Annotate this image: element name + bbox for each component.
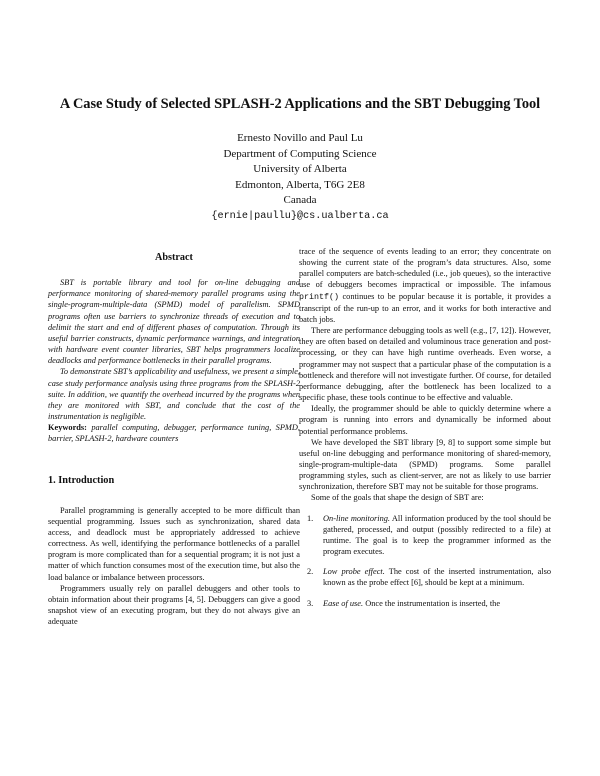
list-item: 3. Ease of use. Once the instrumentation is inserted, the bbox=[307, 598, 501, 608]
body-paragraph: We have developed the SBT library [9, 8] to support some simple but useful on-line debugging and performance monitoring of shared-memory, single-program-multiple-data (SPMD) programs. Some parallel programming styles, such as client-server, are not as likely to use barrier synchronization, therefore SBT may not be suitable for those programs. bbox=[299, 437, 551, 492]
keywords-list: parallel computing, debugger, performance tuning, SPMD, barrier, SPLASH-2, hardware counters bbox=[48, 423, 300, 444]
body-paragraph: Ideally, the programmer should be able to quickly determine where a program is running into errors and dynamically be informed about potential performance problems. bbox=[299, 404, 551, 436]
email: {ernie|paullu}@cs.ualberta.ca bbox=[211, 210, 389, 222]
paper-title: A Case Study of Selected SPLASH-2 Applications and the SBT Debugging Tool bbox=[59, 96, 541, 112]
goals-list bbox=[299, 513, 551, 609]
author-block bbox=[0, 131, 600, 225]
paragraph-text: trace of the sequence of events leading to an error; they concentrate on showing the current state of the program’s data structures. Also, some parallel computers are batch-scheduled (i.e., job queues), so the interactive use of debuggers becomes impractical or impossible. The infamous bbox=[299, 247, 551, 290]
left-column bbox=[48, 248, 300, 627]
abstract-paragraph: To demonstrate SBT’s applicability and usefulness, we present a simple, case study performance analysis using three programs from the SPLASH-2 suite. In addition, we quantify the overhead incurred by the programs when they are monitored with SBT, and conclude that the cost of the instrumentation is negligible. bbox=[48, 367, 300, 422]
author-names: Ernesto Novillo and Paul Lu bbox=[237, 132, 363, 144]
body-paragraph: Parallel programming is generally accepted to be more difficult than sequential programming. Issues such as synchronization, shared data access, and deadlock must be appropriately addressed to achieve correctness. As well, identifying the performance bottlenecks of a parallel program is more complicated than for a sequential program; it is not just a matter of which function consumes most of the execution time, but also the load balance or imbalance between processors. bbox=[48, 505, 300, 582]
abstract-paragraph: SBT is portable library and tool for on-line debugging and performance monitoring of shared-memory parallel programs using the single-program-multiple-data (SPMD) model of parallelism. SPMD programs often use barriers to synchronize threads of execution and to delimit the start and end of different phases of computation. Through its useful barrier constructs, dynamic performance warnings, and integration with hardware event counter libraries, SBT helps programmers localize deadlocks and performance bottlenecks in their parallel programs. bbox=[48, 278, 300, 366]
body-paragraph: Programmers usually rely on parallel debuggers and other tools to obtain information about their programs [4, 5]. Debuggers can give a good snapshot view of an executing program, but they do not always give an adequate bbox=[48, 583, 300, 627]
goal-name: Low probe effect. bbox=[323, 567, 385, 577]
city: Edmonton, Alberta, T6G 2E8 bbox=[235, 178, 365, 191]
list-item: 1. On-line monitoring. All information produced by the tool should be gathered, processed, and output (possibly redirected to a file) at runtime. The goal is to keep the programmer informed as the program executes. bbox=[307, 513, 551, 557]
right-column bbox=[299, 246, 551, 618]
goal-text: The cost of the inserted instrumentation, also known as the probe effect [6], should be kept at a minimum. bbox=[323, 567, 552, 588]
paragraph-text: continues to be popular because it is portable, it provides a transcript of the run-up to an error, and it works for both interactive and batch jobs. bbox=[299, 291, 552, 324]
code-printf: printf() bbox=[299, 291, 340, 302]
country: Canada bbox=[283, 194, 317, 207]
section-heading: 1. Introduction bbox=[48, 474, 115, 486]
goal-text: Once the instrumentation is inserted, the bbox=[365, 598, 501, 608]
list-item: 2. Low probe effect. The cost of the inserted instrumentation, also known as the probe effect [6], should be kept at a minimum. bbox=[307, 567, 552, 588]
university: University of Alberta bbox=[253, 163, 347, 176]
keywords bbox=[48, 422, 300, 444]
body-paragraph: There are performance debugging tools as well (e.g., [7, 12]). However, they are often based on detailed and voluminous trace generation and post-processing, or they can have high runtime overheads. Even worse, a programmer may not suspect that a particular phase of the computation is a bottleneck and therefore will not investigate further. Of course, for detailed performance debugging, after the bottleneck has been localized to a specific phase, these tools continue to be effective and valuable. bbox=[299, 326, 551, 403]
body-paragraph: Some of the goals that shape the design of SBT are: bbox=[311, 493, 484, 503]
goal-name: On-line monitoring. bbox=[323, 513, 390, 523]
goal-text: All information produced by the tool should be gathered, processed, and output (possibly redirected to a file) at runtime. The goal is to keep the programmer informed as the program executes. bbox=[323, 513, 551, 557]
abstract-heading: Abstract bbox=[155, 252, 193, 263]
keywords-label: Keywords: bbox=[48, 423, 87, 433]
goal-name: Ease of use. bbox=[323, 598, 364, 608]
department: Department of Computing Science bbox=[223, 147, 377, 160]
body-paragraph bbox=[299, 246, 551, 325]
